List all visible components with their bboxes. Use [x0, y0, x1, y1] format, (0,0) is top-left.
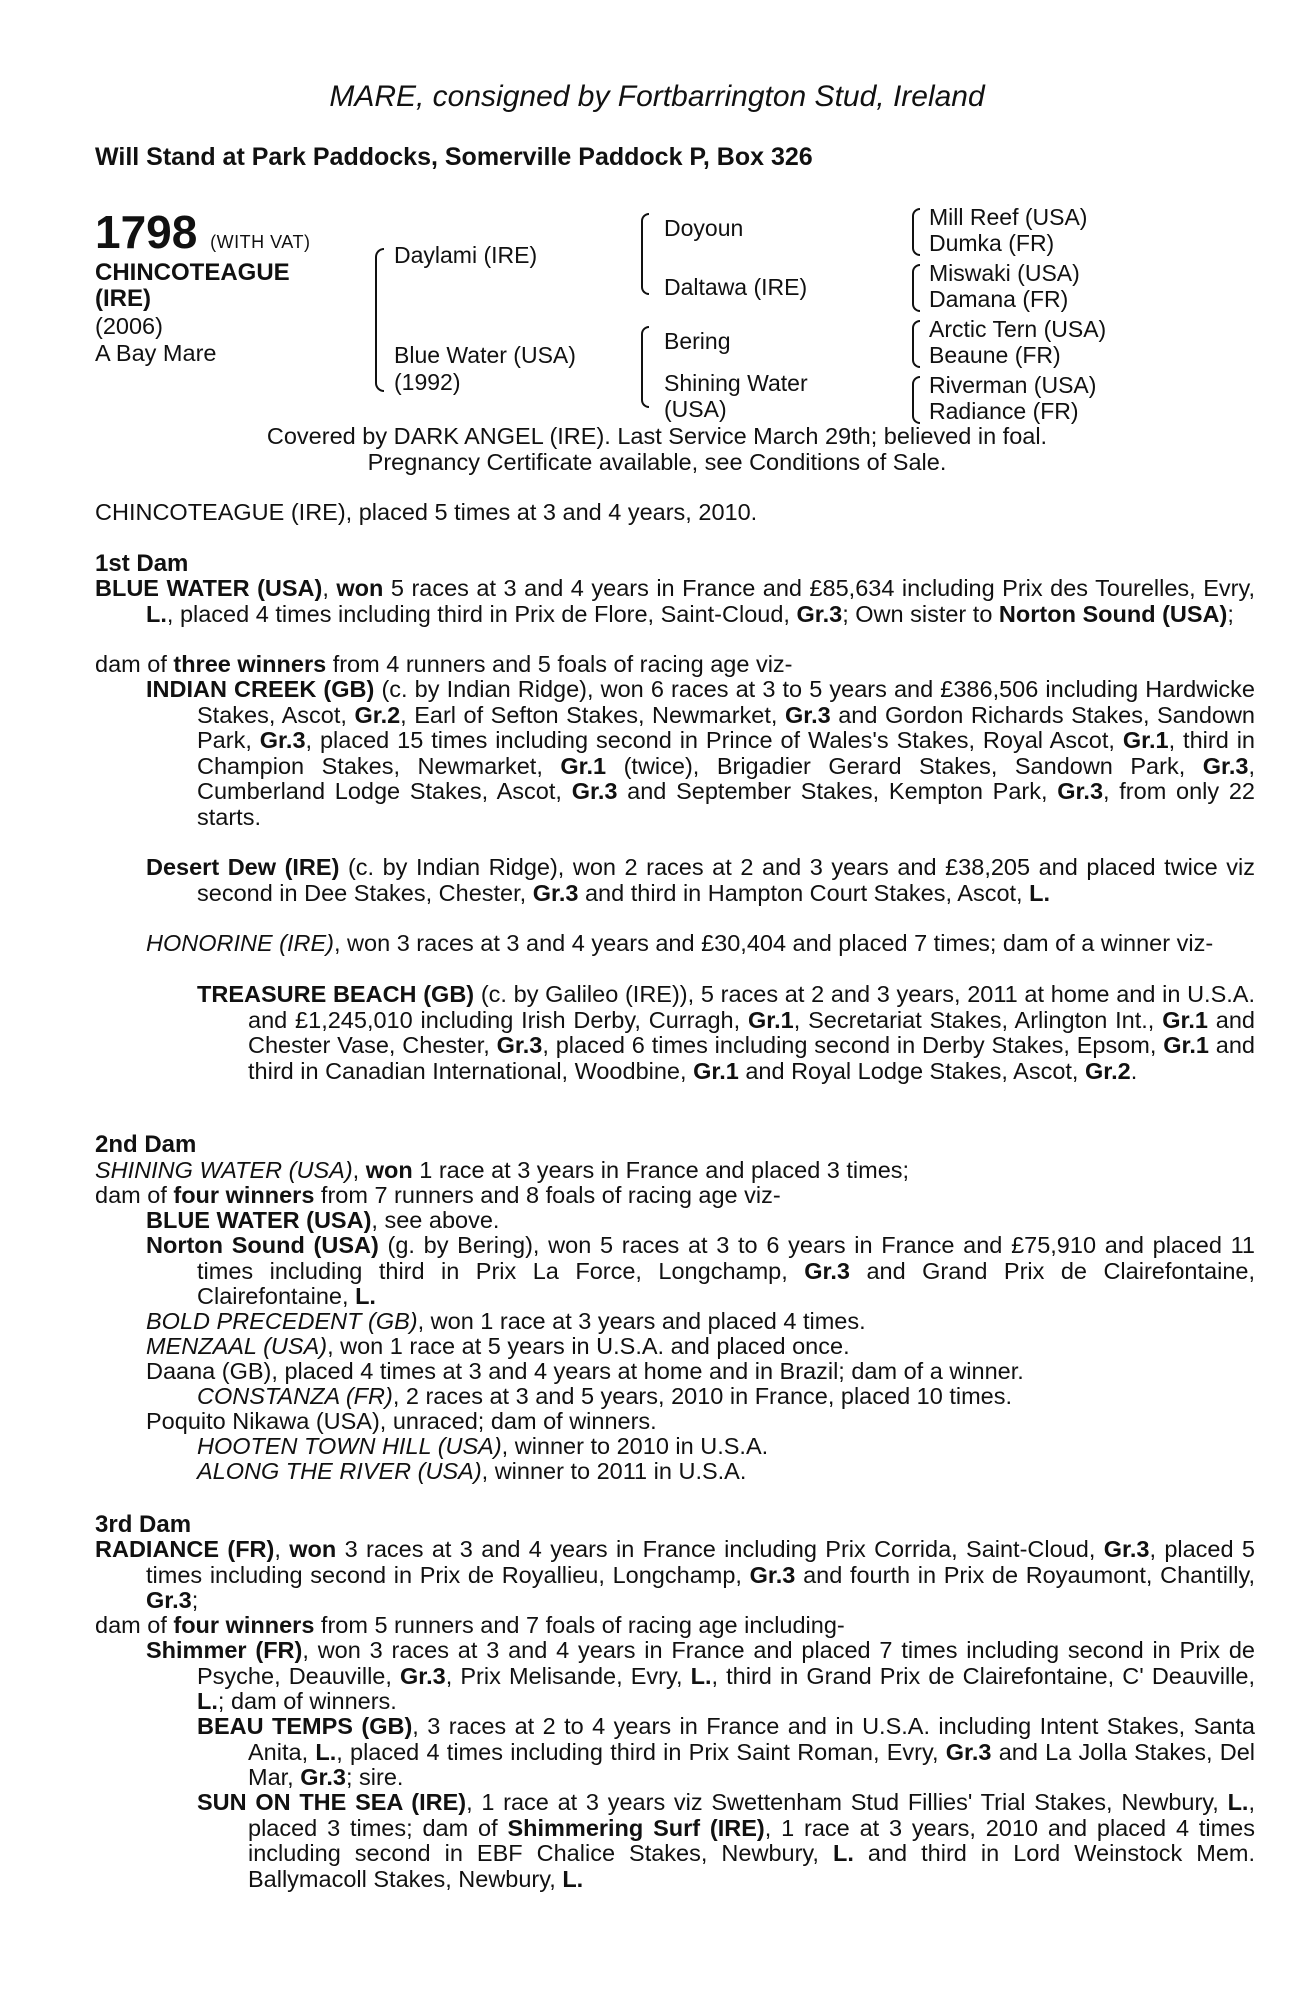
pedigree-sire: Daylami (IRE)	[394, 242, 538, 268]
pedigree-sdd: Damana (FR)	[929, 286, 1069, 312]
dam1-name: BLUE WATER (USA)	[95, 575, 323, 601]
horse-description: A Bay Mare	[95, 340, 217, 366]
pedigree-sds: Miswaki (USA)	[929, 260, 1080, 286]
dam3-produce-beau-temps: BEAU TEMPS (GB), 3 races at 2 to 4 years in France and in U.S.A. including Intent Stakes, Santa Anita, L., placed 4 times including third in Prix Saint Roman, Evry, Gr.3 and La Jolla Stakes, Del Mar, Gr.3; sire.	[197, 1713, 1255, 1790]
dam2-produce-hooten-town-hill: HOOTEN TOWN HILL (USA), winner to 2010 in U.S.A.	[197, 1433, 769, 1459]
pedigree-brace-3c	[912, 320, 920, 368]
dam1-record: BLUE WATER (USA), won 5 races at 3 and 4 years in France and £85,634 including Prix des Tourelles, Evry, L., placed 4 times including third in Prix de Flore, Saint-Cloud, Gr.3; Own sister to Norton Sound (USA);	[95, 575, 1255, 627]
stand-location: Will Stand at Park Paddocks, Somerville Paddock P, Box 326	[95, 143, 813, 171]
pedigree-brace-sire	[641, 213, 649, 295]
pedigree-brace-3a	[912, 208, 920, 256]
dam2-produce-summary: dam of four winners from 7 runners and 8 foals of racing age viz-	[95, 1182, 781, 1208]
pedigree-ssd: Dumka (FR)	[929, 230, 1055, 256]
vat-note: (WITH VAT)	[210, 232, 311, 252]
dam1-produce-indian-creek: INDIAN CREEK (GB) (c. by Indian Ridge), won 6 races at 3 to 5 years and £386,506 including Hardwicke Stakes, Ascot, Gr.2, Earl of Sefton Stakes, Newmarket, Gr.3 and Gordon Richards Stakes, Sandown Park, Gr.3, placed 15 times including second in Prince of Wales's Stakes, Royal Ascot, Gr.1, third in Champion Stakes, Newmarket, Gr.1 (twice), Brigadier Gerard Stakes, Sandown Park, Gr.3, Cumberland Lodge Stakes, Ascot, Gr.3 and September Stakes, Kempton Park, Gr.3, from only 22 starts.	[146, 676, 1255, 830]
pedigree-brace-dam	[641, 326, 649, 408]
covering-note: Covered by DARK ANGEL (IRE). Last Service March 29th; believed in foal.	[266, 423, 1048, 449]
pedigree-dsd: Beaune (FR)	[929, 342, 1061, 368]
dam2-name: SHINING WATER (USA)	[95, 1157, 353, 1183]
dam2-produce-along-the-river: ALONG THE RIVER (USA), winner to 2011 in U.S.A.	[197, 1458, 747, 1484]
horse-name-line1: CHINCOTEAGUE	[95, 259, 290, 286]
dam1-produce-honorine: HONORINE (IRE), won 3 races at 3 and 4 years and £30,404 and placed 7 times; dam of a winner viz-	[146, 930, 1214, 956]
dam1-produce-summary: dam of three winners from 4 runners and 5 foals of racing age viz-	[95, 651, 793, 677]
section-heading-1st-dam: 1st Dam	[95, 550, 189, 577]
horse-year: (2006)	[95, 313, 163, 339]
horse-name-line2: (IRE)	[95, 285, 151, 312]
dam2-produce-bold-precedent: BOLD PRECEDENT (GB), won 1 race at 3 years and placed 4 times.	[146, 1308, 866, 1334]
pregnancy-note: Pregnancy Certificate available, see Conditions of Sale.	[367, 449, 947, 475]
dam3-record: RADIANCE (FR), won 3 races at 3 and 4 years in France including Prix Corrida, Saint-Cloud, Gr.3, placed 5 times including second in Prix de Royallieu, Longchamp, Gr.3 and fourth in Prix de Royaumont, Chantilly, Gr.3;	[95, 1536, 1256, 1613]
dam2-produce-blue-water: BLUE WATER (USA), see above.	[146, 1207, 500, 1233]
horse-summary: CHINCOTEAGUE (IRE), placed 5 times at 3 and 4 years, 2010.	[95, 499, 758, 525]
pedigree-dam-sire: Bering	[664, 328, 731, 354]
pedigree-dam-dam: Shining Water	[664, 370, 808, 396]
pedigree-ddd: Radiance (FR)	[929, 398, 1079, 424]
dam1-produce-treasure-beach: TREASURE BEACH (GB) (c. by Galileo (IRE)), 5 races at 2 and 3 years, 2011 at home and in U.S.A. and £1,245,010 including Irish Derby, Curragh, Gr.1, Secretariat Stakes, Arlington Int., Gr.1 and Chester Vase, Chester, Gr.3, placed 6 times including second in Derby Stakes, Epsom, Gr.1 and third in Canadian International, Woodbine, Gr.1 and Royal Lodge Stakes, Ascot, Gr.2.	[197, 981, 1255, 1084]
section-heading-2nd-dam: 2nd Dam	[95, 1131, 197, 1158]
dam3-name: RADIANCE (FR)	[95, 1536, 275, 1562]
dam2-produce-norton-sound: Norton Sound (USA) (g. by Bering), won 5 races at 3 to 6 years in France and £75,910 and placed 11 times including third in Prix La Force, Longchamp, Gr.3 and Grand Prix de Clairefontaine, Clairefontaine, L.	[146, 1232, 1255, 1309]
section-heading-3rd-dam: 3rd Dam	[95, 1511, 192, 1538]
dam2-produce-menzaal: MENZAAL (USA), won 1 race at 5 years in U.S.A. and placed once.	[146, 1333, 850, 1359]
dam2-produce-daana: Daana (GB), placed 4 times at 3 and 4 years at home and in Brazil; dam of a winner.	[146, 1358, 1024, 1384]
pedigree-sire-sire: Doyoun	[664, 215, 744, 241]
dam3-produce-summary: dam of four winners from 5 runners and 7 foals of racing age including-	[95, 1612, 845, 1638]
pedigree-dam-year: (1992)	[394, 369, 461, 395]
dam2-produce-constanza: CONSTANZA (FR), 2 races at 3 and 5 years, 2010 in France, placed 10 times.	[197, 1383, 1013, 1409]
dam1-produce-desert-dew: Desert Dew (IRE) (c. by Indian Ridge), won 2 races at 2 and 3 years and £38,205 and placed twice viz second in Dee Stakes, Chester, Gr.3 and third in Hampton Court Stakes, Ascot, L.	[146, 854, 1255, 906]
page-title: MARE, consigned by Fortbarrington Stud, Ireland	[329, 80, 985, 113]
pedigree-sire-dam: Daltawa (IRE)	[664, 274, 808, 300]
pedigree-brace-3b	[912, 264, 920, 312]
pedigree-sss: Mill Reef (USA)	[929, 204, 1088, 230]
pedigree-brace-3d	[912, 376, 920, 424]
dam3-produce-sun-on-the-sea: SUN ON THE SEA (IRE), 1 race at 3 years viz Swettenham Stud Fillies' Trial Stakes, Newbury, L., placed 3 times; dam of Shimmering Surf (IRE), 1 race at 3 years, 2010 and placed 4 times including second in EBF Chalice Stakes, Newbury, L. and third in Lord Weinstock Mem. Ballymacoll Stakes, Newbury, L.	[197, 1789, 1256, 1892]
dam2-produce-poquito-nikawa: Poquito Nikawa (USA), unraced; dam of winners.	[146, 1408, 657, 1434]
dam3-produce-shimmer: Shimmer (FR), won 3 races at 3 and 4 years in France and placed 7 times including second in Prix de Psyche, Deauville, Gr.3, Prix Melisande, Evry, L., third in Grand Prix de Clairefontaine, C' Deauville, L.; dam of winners.	[146, 1637, 1256, 1714]
pedigree-dss: Arctic Tern (USA)	[929, 316, 1107, 342]
pedigree-brace-gen1	[375, 248, 384, 392]
pedigree-dds: Riverman (USA)	[929, 372, 1097, 398]
lot-number	[95, 208, 310, 266]
dam2-record: SHINING WATER (USA), won 1 race at 3 years in France and placed 3 times;	[95, 1157, 910, 1183]
pedigree-dam: Blue Water (USA)	[394, 342, 576, 368]
pedigree-dam-dam-origin: (USA)	[664, 396, 727, 422]
lot-number-value: 1798	[95, 206, 198, 258]
